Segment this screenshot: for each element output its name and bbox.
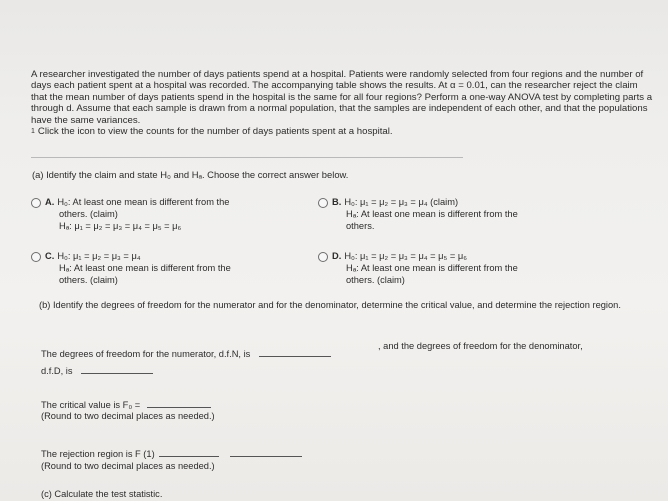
df-denominator-row: [41, 363, 153, 377]
option-d[interactable]: [318, 250, 518, 287]
problem-text: A researcher investigated the number of days patients spend at a hospital. Patients were randomly selected from four regions and the number of days each patient spent at a hospital was recorded. The accompanying table shows the results. At α = 0.01, can the researcher reject the claim that the mean number of days patients spend in the hospital is the same for all four regions? Perform a one-way ANOVA test by completing parts a through d. Assume that each sample is drawn from a normal population, that the samples are independent of each other, and that the populations have the same variances.: [31, 69, 653, 126]
section-divider: [31, 157, 463, 158]
critical-value-row: [41, 397, 211, 411]
problem-statement: [31, 69, 653, 137]
df-denominator-input[interactable]: [81, 363, 153, 374]
critical-value-hint: (Round to two decimal places as needed.): [41, 411, 215, 421]
option-b-line1: H₀: μ₁ = μ₂ = μ₃ = μ₄ (claim): [344, 197, 459, 207]
critical-value-input[interactable]: [147, 397, 211, 408]
rejection-operator-select[interactable]: [159, 446, 219, 457]
option-d-letter: D.: [332, 251, 342, 261]
option-b-radio[interactable]: [318, 198, 328, 208]
option-c-letter: C.: [45, 251, 55, 261]
rejection-region-hint: (Round to two decimal places as needed.): [41, 461, 215, 471]
option-c[interactable]: [31, 250, 231, 287]
option-d-line1: H₀: μ₁ = μ₂ = μ₃ = μ₄ = μ₅ = μ₆: [344, 251, 467, 261]
df-numerator-label: The degrees of freedom for the numerator, d.f.N, is: [41, 349, 251, 359]
df-numerator-input[interactable]: [259, 346, 331, 357]
option-a-line3: Hₐ: μ₁ = μ₂ = μ₃ = μ₄ = μ₅ = μ₆: [59, 221, 182, 232]
part-a-prompt: (a) Identify the claim and state H₀ and Hₐ. Choose the correct answer below.: [32, 169, 349, 180]
option-b-line2: Hₐ: At least one mean is different from the: [346, 209, 518, 220]
part-c-prompt: (c) Calculate the test statistic.: [41, 489, 163, 499]
part-b-text: (b) Identify the degrees of freedom for the numerator and for the denominator, determine the critical value, and determine the rejection region.: [39, 300, 621, 310]
rejection-region-label: The rejection region is F (1): [41, 449, 155, 459]
df-denominator-label: , and the degrees of freedom for the denominator,: [378, 341, 583, 351]
info-icon[interactable]: 1: [31, 128, 35, 136]
option-d-radio[interactable]: [318, 252, 328, 262]
option-c-radio[interactable]: [31, 252, 41, 262]
option-b[interactable]: [318, 196, 518, 233]
data-table-link[interactable]: Click the icon to view the counts for the number of days patients spent at a hospital.: [37, 126, 393, 138]
critical-value-label: The critical value is F₀ =: [41, 400, 141, 410]
option-a-letter: A.: [45, 197, 55, 207]
df-numerator-row: [41, 346, 331, 360]
option-c-line1: H₀: μ₁ = μ₂ = μ₃ = μ₄: [57, 251, 141, 261]
option-d-line3: others. (claim): [346, 275, 405, 286]
option-b-line3: others.: [346, 221, 375, 232]
part-b-prompt: [39, 299, 639, 311]
option-a[interactable]: [31, 196, 229, 233]
option-b-letter: B.: [332, 197, 342, 207]
option-a-radio[interactable]: [31, 198, 41, 208]
option-d-line2: Hₐ: At least one mean is different from the: [346, 263, 518, 274]
option-a-line1: H₀: At least one mean is different from the: [57, 197, 230, 207]
option-c-line3: others. (claim): [59, 275, 118, 286]
option-a-line2: others. (claim): [59, 209, 118, 220]
rejection-region-row: [41, 446, 302, 460]
rejection-value-input[interactable]: [230, 446, 302, 457]
option-c-line2: Hₐ: At least one mean is different from the: [59, 263, 231, 274]
df-denominator-label-2: d.f.D, is: [41, 366, 73, 376]
